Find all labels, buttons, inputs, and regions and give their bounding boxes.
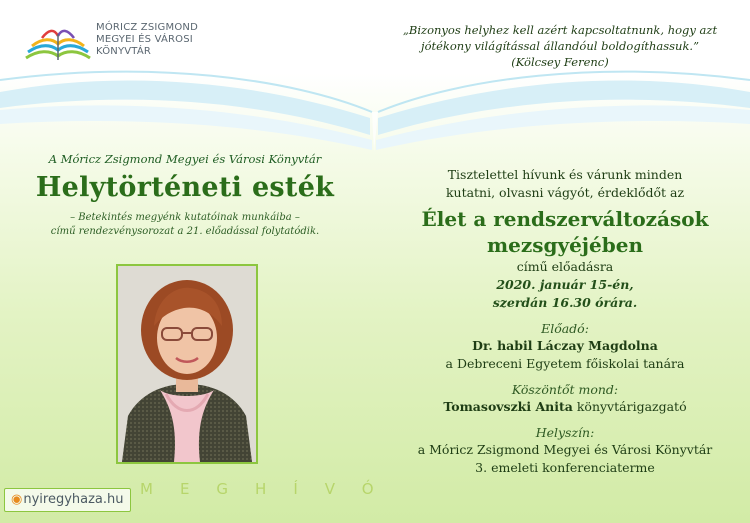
library-name-line: KÖNYVTÁR	[96, 46, 152, 57]
greeting-name: Tomasovszki Anita	[443, 399, 573, 414]
venue-line: 3. emeleti konferenciaterme	[475, 460, 655, 475]
speaker-name: Dr. habil Láczay Magdolna	[472, 338, 658, 353]
greeting-line	[395, 398, 735, 416]
event-details	[395, 166, 735, 477]
invitation-word: MEGHÍVÓ	[140, 480, 401, 498]
event-date: 2020. január 15-én,	[496, 277, 634, 292]
intro-line: kutatni, olvasni vágyót, érdeklődőt az	[445, 185, 685, 200]
subtitle-line: – Betekintés megyénk kutatóinak munkáiba –	[70, 212, 300, 223]
subtitle-line: című rendezvénysorozat a 21. előadással folytatódik.	[50, 226, 320, 237]
speaker-portrait-image	[118, 266, 256, 462]
organizer-line: A Móricz Zsigmond Megyei és Városi Könyvtár	[48, 152, 322, 166]
greeting-label: Köszöntőt mond:	[511, 382, 619, 397]
event-suffix: című előadásra	[516, 259, 614, 274]
intro-line: Tisztelettel hívunk és várunk minden	[447, 167, 683, 182]
series-info	[20, 152, 350, 239]
speaker-photo	[116, 264, 258, 464]
kolcsey-quote	[395, 22, 725, 70]
event-time: szerdán 16.30 órára.	[492, 295, 638, 310]
library-name	[96, 22, 198, 58]
quote-line: „Bizonyos helyhez kell azért kapcsoltatnunk, hogy azt	[402, 23, 718, 37]
event-title	[395, 206, 735, 258]
venue-label: Helyszín:	[535, 425, 595, 440]
quote-author: (Kölcsey Ferenc)	[511, 55, 609, 69]
event-title-line: mezsgyéjében	[486, 233, 644, 257]
series-title: Helytörténeti esték	[35, 172, 335, 203]
speaker-label: Előadó:	[541, 321, 589, 336]
map-pin-icon: ◉	[11, 492, 23, 507]
library-logo-icon	[22, 20, 94, 68]
greeting-role: könyvtárigazgató	[576, 399, 687, 414]
event-title-line: Élet a rendszerváltozások	[421, 207, 709, 231]
library-name-line: MEGYEI ÉS VÁROSI	[96, 34, 193, 45]
series-subtitle	[20, 211, 350, 239]
library-name-line: MÓRICZ ZSIGMOND	[96, 22, 198, 33]
speaker-role: a Debreceni Egyetem főiskolai tanára	[445, 356, 685, 371]
quote-line: jótékony világítással állandóul boldogíthassuk.”	[421, 39, 699, 53]
website-text: nyiregyhaza.hu	[23, 492, 124, 507]
website-badge[interactable]	[4, 488, 131, 512]
venue-line: a Móricz Zsigmond Megyei és Városi Könyvtár	[417, 442, 713, 457]
